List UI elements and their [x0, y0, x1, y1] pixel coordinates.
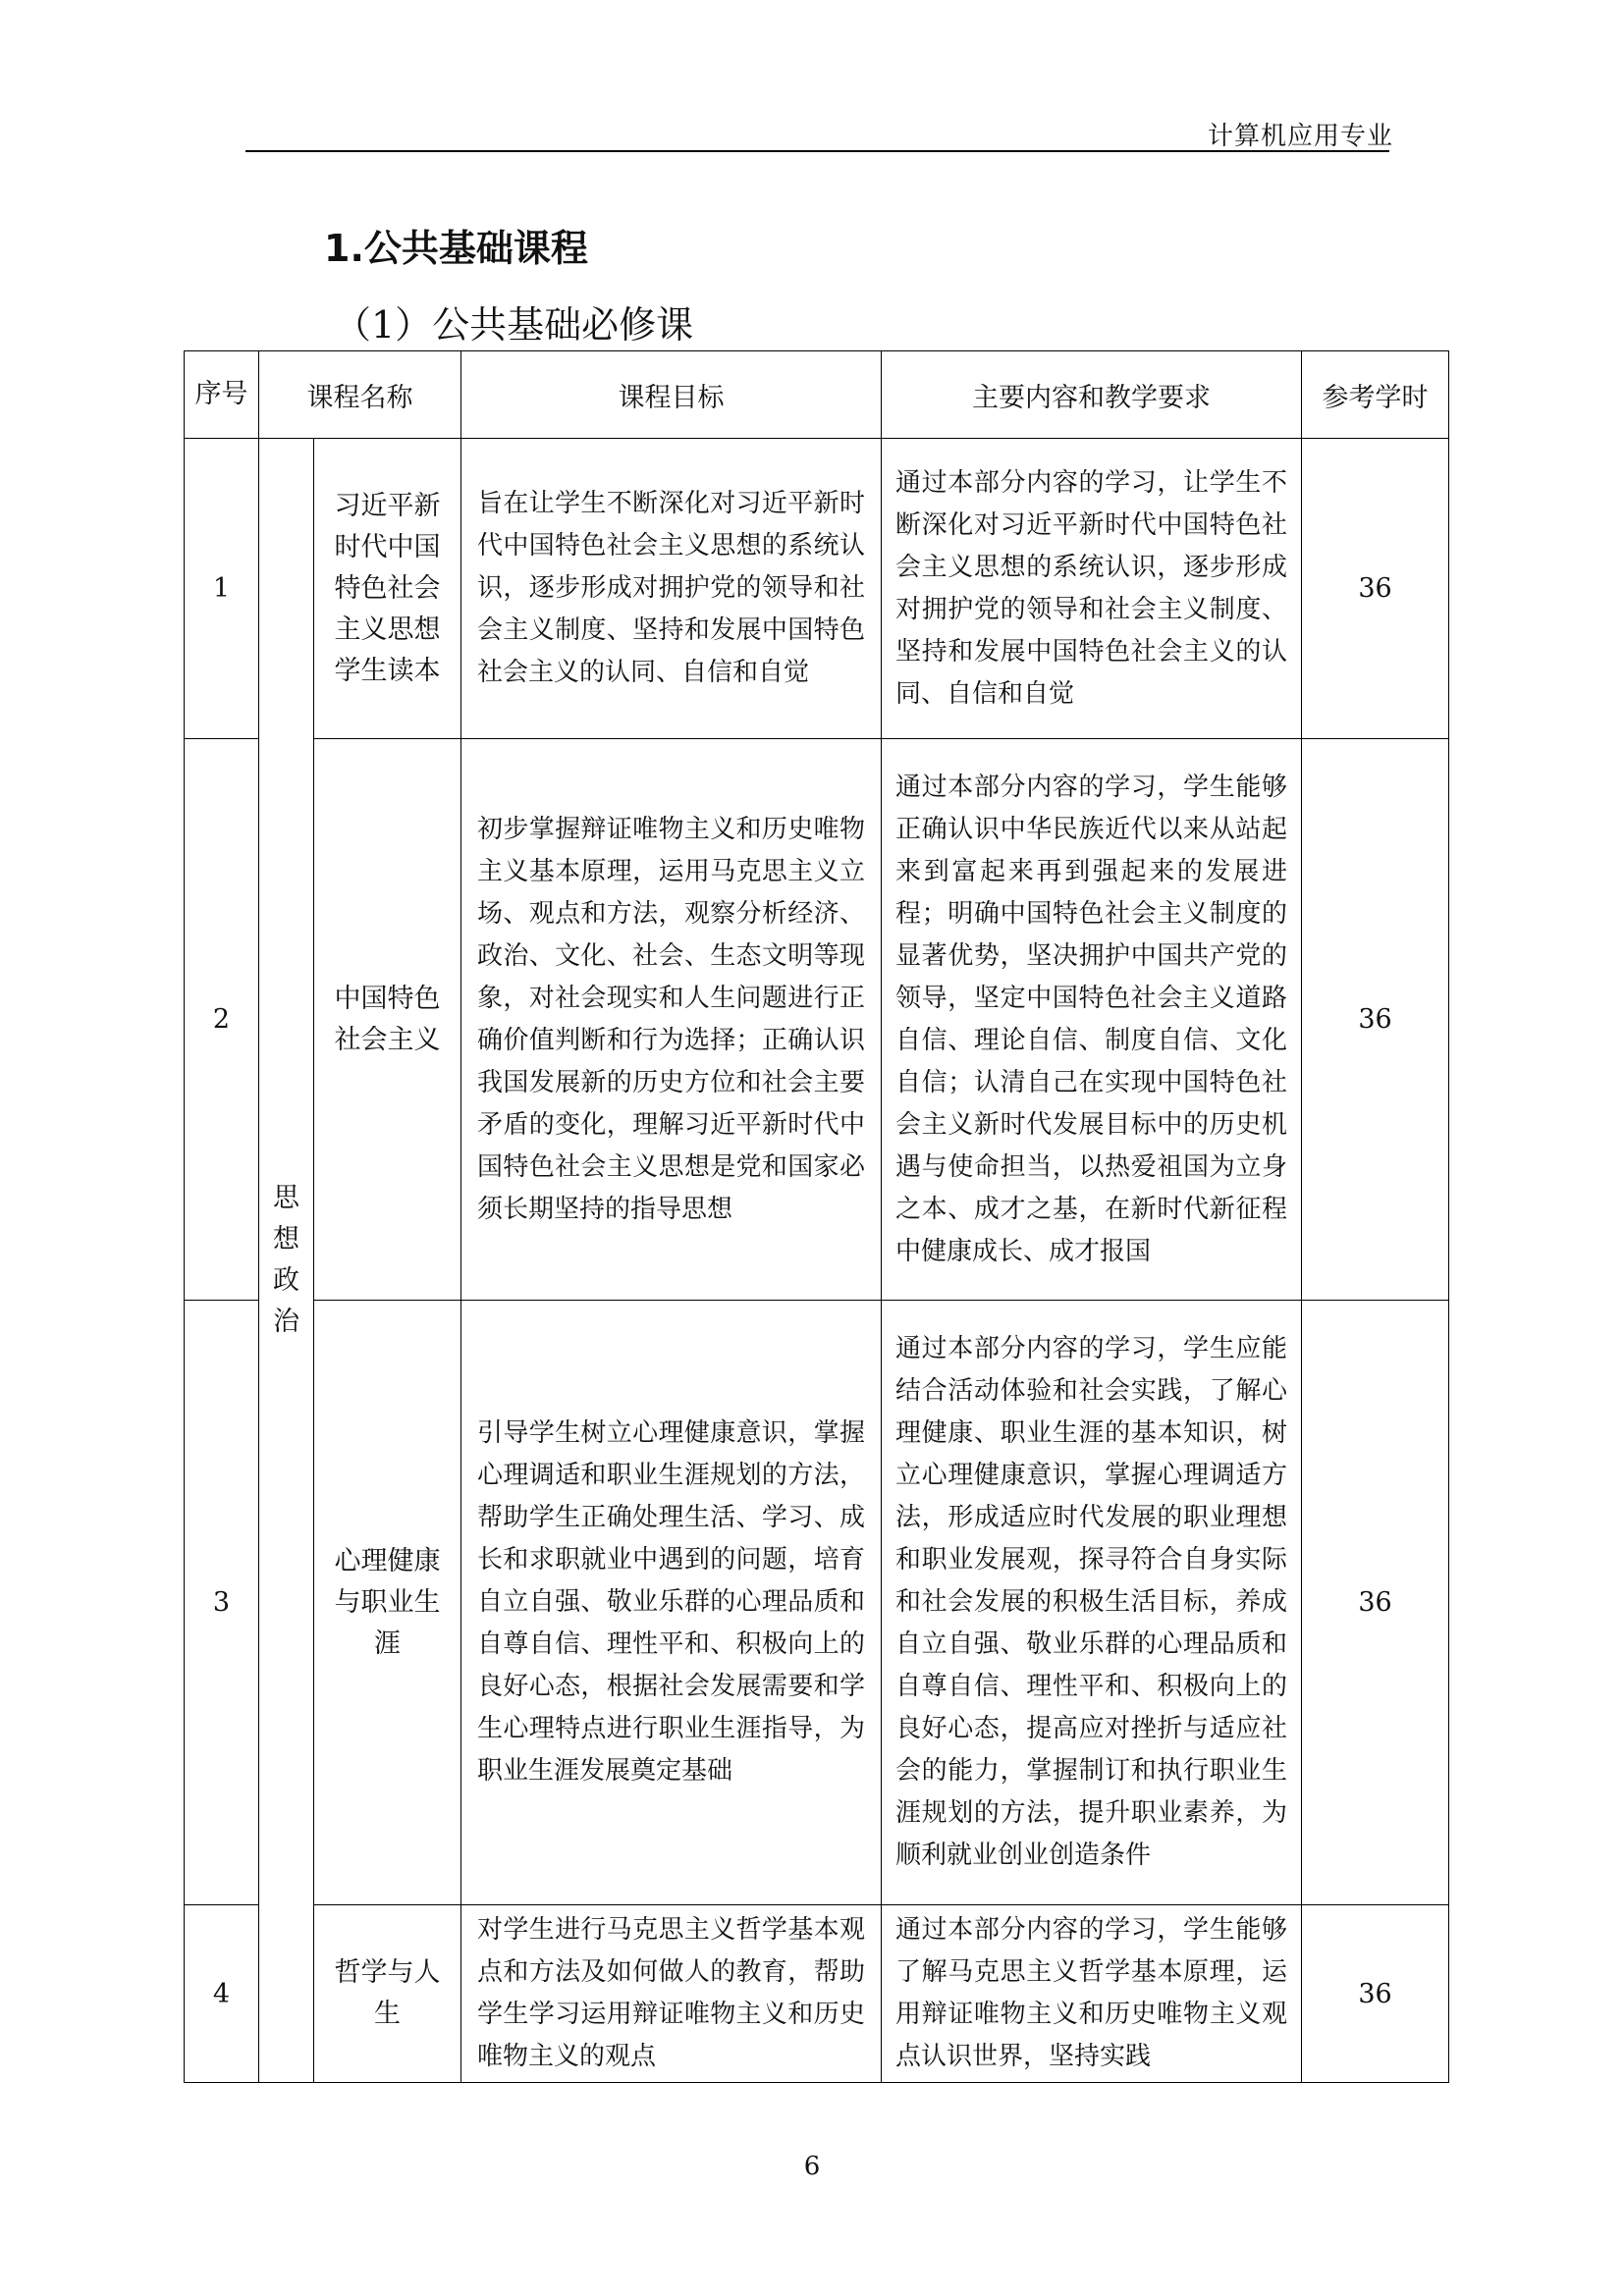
course-content: 通过本部分内容的学习，学生能够正确认识中华民族近代以来从站起来到富起来再到强起来的发展进程；明确中国特色社会主义制度的显著优势，坚决拥护中国共产党的领导，坚定中国特色社会主义道路自信、理论自信、制度自信、文化自信；认清自己在实现中国特色社会主义新时代发展目标中的历史机遇与使命担当，以热爱祖国为立身之本、成才之基，在新时代新征程中健康成长、成才报国: [882, 739, 1302, 1301]
running-header: 计算机应用专业: [1207, 122, 1393, 151]
course-name: 习近平新时代中国特色社会主义思想学生读本: [314, 439, 461, 739]
page-number: 6: [803, 2152, 821, 2181]
row-number: 1: [185, 439, 259, 739]
section-title: 1.公共基础课程: [324, 227, 588, 270]
category-label: 思想政治: [273, 1183, 299, 1337]
course-table: [184, 350, 1449, 2083]
header-main-content: 主要内容和教学要求: [882, 351, 1302, 439]
course-name: 心理健康与职业生涯: [314, 1301, 461, 1905]
table-header-row: [185, 351, 1449, 439]
header-course-name: 课程名称: [259, 351, 461, 439]
course-content: 通过本部分内容的学习，学生应能结合活动体验和社会实践，了解心理健康、职业生涯的基本知识，树立心理健康意识，掌握心理调适方法，形成适应时代发展的职业理想和职业发展观，探寻符合自身实际和社会发展的积极生活目标，养成自立自强、敬业乐群的心理品质和自尊自信、理性平和、积极向上的良好心态，提高应对挫折与适应社会的能力，掌握制订和执行职业生涯规划的方法，提升职业素养，为顺利就业创业创造条件: [882, 1301, 1302, 1905]
table-row: [185, 739, 1449, 1301]
sub-title: （1）公共基础必修课: [334, 303, 694, 347]
table-row: [185, 439, 1449, 739]
header-rule: [245, 150, 1389, 152]
header-hours: 参考学时: [1302, 351, 1449, 439]
course-hours: 36: [1302, 1905, 1449, 2083]
table-row: [185, 1301, 1449, 1905]
course-name: 中国特色社会主义: [314, 739, 461, 1301]
course-goal: 初步掌握辩证唯物主义和历史唯物主义基本原理，运用马克思主义立场、观点和方法，观察分析经济、政治、文化、社会、生态文明等现象，对社会现实和人生问题进行正确价值判断和行为选择；正确认识我国发展新的历史方位和社会主要矛盾的变化，理解习近平新时代中国特色社会主义思想是党和国家必须长期坚持的指导思想: [461, 739, 882, 1301]
course-goal: 对学生进行马克思主义哲学基本观点和方法及如何做人的教育，帮助学生学习运用辩证唯物主义和历史唯物主义的观点: [461, 1905, 882, 2083]
row-number: 2: [185, 739, 259, 1301]
row-number: 4: [185, 1905, 259, 2083]
header-seq: 序号: [185, 351, 259, 439]
course-content: 通过本部分内容的学习，学生能够了解马克思主义哲学基本原理，运用辩证唯物主义和历史唯物主义观点认识世界，坚持实践: [882, 1905, 1302, 2083]
course-name: 哲学与人生: [314, 1905, 461, 2083]
header-course-goal: 课程目标: [461, 351, 882, 439]
course-hours: 36: [1302, 739, 1449, 1301]
course-hours: 36: [1302, 439, 1449, 739]
row-number: 3: [185, 1301, 259, 1905]
course-goal: 引导学生树立心理健康意识，掌握心理调适和职业生涯规划的方法，帮助学生正确处理生活、学习、成长和求职就业中遇到的问题，培育自立自强、敬业乐群的心理品质和自尊自信、理性平和、积极向上的良好心态，根据社会发展需要和学生心理特点进行职业生涯指导，为职业生涯发展奠定基础: [461, 1301, 882, 1905]
category-cell: [259, 439, 314, 2083]
course-content: 通过本部分内容的学习，让学生不断深化对习近平新时代中国特色社会主义思想的系统认识，逐步形成对拥护党的领导和社会主义制度、坚持和发展中国特色社会主义的认同、自信和自觉: [882, 439, 1302, 739]
course-goal: 旨在让学生不断深化对习近平新时代中国特色社会主义思想的系统认识，逐步形成对拥护党的领导和社会主义制度、坚持和发展中国特色社会主义的认同、自信和自觉: [461, 439, 882, 739]
table-row: [185, 1905, 1449, 2083]
course-hours: 36: [1302, 1301, 1449, 1905]
